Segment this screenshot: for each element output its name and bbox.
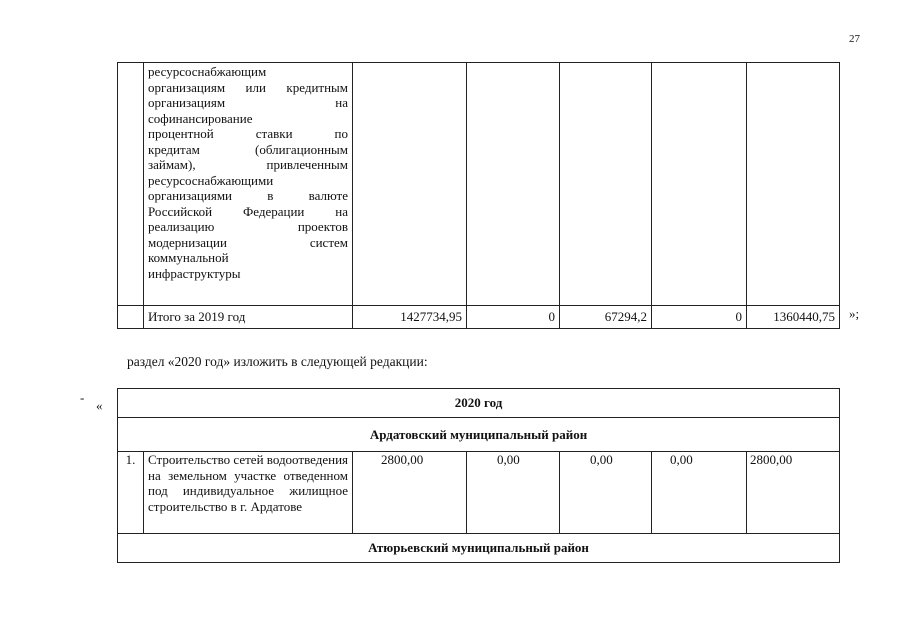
value-cell: [747, 63, 840, 306]
description-line: процентной ставки по: [148, 126, 348, 141]
row-description: Строительство сетей водоотведения на земельном участке отведенном под индивидуальное жилищное строительство в г. Ардатове: [144, 452, 353, 534]
dash-mark: -: [80, 390, 85, 405]
description-line: организациям на: [148, 95, 348, 110]
year-header-row: [118, 389, 840, 418]
row-number-cell: [118, 63, 144, 306]
description-line: займам), привлеченным: [148, 157, 348, 172]
description-line: организациям или кредитным: [148, 79, 348, 95]
table-row: [118, 452, 840, 534]
total-row: [118, 306, 840, 329]
row-value-4: 0,00: [652, 452, 747, 534]
description-line: софинансирование: [148, 110, 253, 126]
description-line: ресурсоснабжающим: [148, 64, 267, 79]
district-header: Ардатовский муниципальный район: [118, 418, 840, 452]
row-value-2: 0,00: [467, 452, 560, 534]
total-value-5: 1360440,75: [747, 306, 840, 329]
row-value-1: 2800,00: [353, 452, 467, 534]
opening-quote: «: [96, 398, 103, 413]
table-2020: [117, 388, 840, 563]
year-header: 2020 год: [118, 389, 840, 418]
district-row: [118, 534, 840, 563]
description-line: модернизации систем: [148, 234, 348, 250]
description-line: организациями в валюте: [148, 188, 348, 203]
row-value-3: 0,00: [560, 452, 652, 534]
description-line: инфраструктуры: [148, 265, 241, 281]
row-value-5: 2800,00: [747, 452, 840, 534]
description-line: кредитам (облигационным: [148, 141, 348, 157]
value-cell: [560, 63, 652, 306]
total-value-1: 1427734,95: [353, 306, 467, 329]
total-value-2: 0: [467, 306, 560, 329]
row-number: 1.: [118, 452, 144, 534]
description-cell: [144, 63, 353, 306]
page-number: 27: [849, 33, 860, 45]
value-cell: [467, 63, 560, 306]
table-2019-continuation: [117, 62, 840, 329]
total-label: Итого за 2019 год: [144, 306, 353, 329]
closing-quote: »;: [849, 306, 860, 321]
value-cell: [353, 63, 467, 306]
district-row: [118, 418, 840, 452]
amendment-paragraph: раздел «2020 год» изложить в следующей редакции:: [127, 354, 428, 369]
description-line: ресурсоснабжающими: [148, 172, 274, 188]
total-value-3: 67294,2: [560, 306, 652, 329]
value-cell: [652, 63, 747, 306]
district-header: Атюрьевский муниципальный район: [118, 534, 840, 563]
row-number-cell: [118, 306, 144, 329]
table-row: [118, 63, 840, 306]
description-line: Российской Федерации на: [148, 203, 348, 219]
total-value-4: 0: [652, 306, 747, 329]
description-line: реализацию проектов: [148, 219, 348, 234]
description-line: коммунальной: [148, 250, 229, 265]
